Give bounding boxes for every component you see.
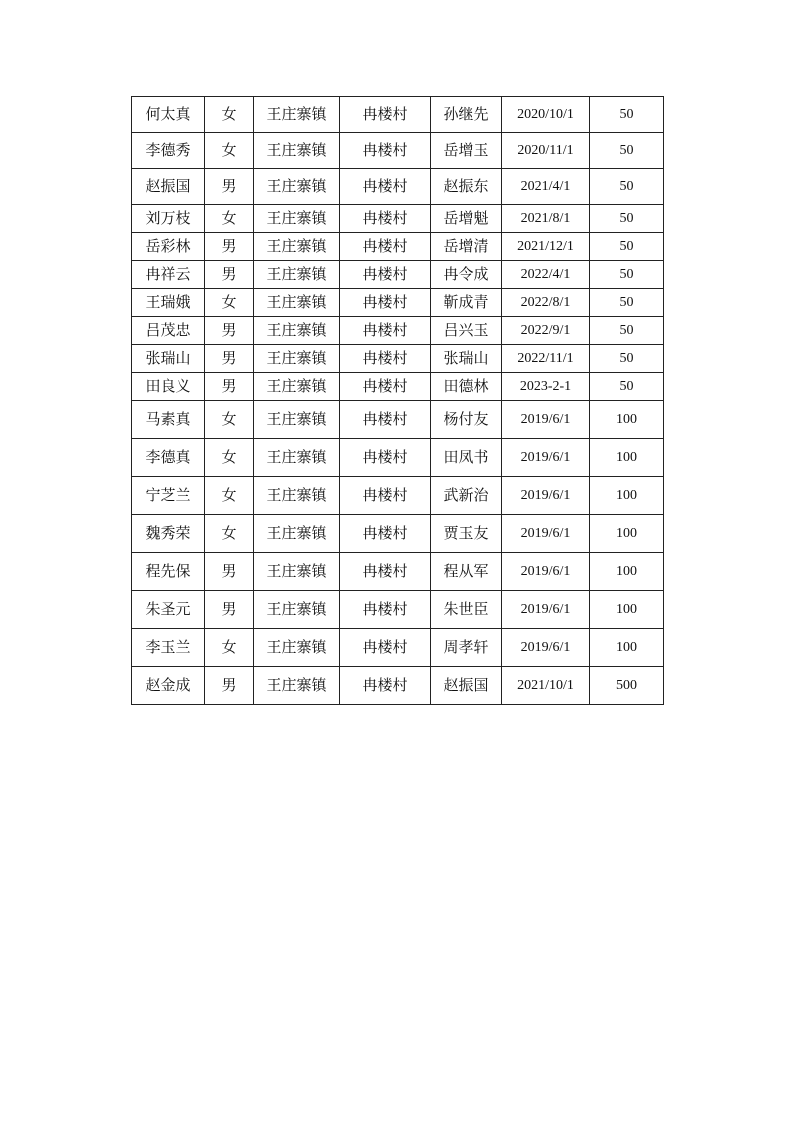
table-row: [132, 667, 664, 705]
gender-cell: 男: [205, 667, 254, 705]
table-row: [132, 477, 664, 515]
table-row: [132, 629, 664, 667]
name-cell: 刘万枝: [132, 205, 205, 233]
name-cell: 马素真: [132, 401, 205, 439]
village-cell: 冉楼村: [340, 439, 431, 477]
gender-cell: 男: [205, 169, 254, 205]
gender-cell: 女: [205, 629, 254, 667]
contact-cell: 冉令成: [431, 261, 502, 289]
contact-cell: 田德林: [431, 373, 502, 401]
name-cell: 赵金成: [132, 667, 205, 705]
table-row: [132, 233, 664, 261]
contact-cell: 朱世臣: [431, 591, 502, 629]
date-cell: 2022/4/1: [502, 261, 590, 289]
gender-cell: 女: [205, 477, 254, 515]
name-cell: 李德秀: [132, 133, 205, 169]
town-cell: 王庄寨镇: [254, 591, 340, 629]
amount-cell: 50: [590, 97, 664, 133]
amount-cell: 50: [590, 317, 664, 345]
date-cell: 2019/6/1: [502, 629, 590, 667]
town-cell: 王庄寨镇: [254, 439, 340, 477]
contact-cell: 赵振国: [431, 667, 502, 705]
date-cell: 2019/6/1: [502, 591, 590, 629]
table-row: [132, 205, 664, 233]
town-cell: 王庄寨镇: [254, 169, 340, 205]
name-cell: 宁芝兰: [132, 477, 205, 515]
amount-cell: 100: [590, 477, 664, 515]
village-cell: 冉楼村: [340, 401, 431, 439]
gender-cell: 女: [205, 515, 254, 553]
town-cell: 王庄寨镇: [254, 289, 340, 317]
name-cell: 李玉兰: [132, 629, 205, 667]
table-row: [132, 133, 664, 169]
amount-cell: 100: [590, 401, 664, 439]
table-row: [132, 317, 664, 345]
town-cell: 王庄寨镇: [254, 233, 340, 261]
town-cell: 王庄寨镇: [254, 97, 340, 133]
contact-cell: 贾玉友: [431, 515, 502, 553]
town-cell: 王庄寨镇: [254, 261, 340, 289]
table-row: [132, 373, 664, 401]
gender-cell: 男: [205, 345, 254, 373]
table-row: [132, 261, 664, 289]
contact-cell: 赵振东: [431, 169, 502, 205]
gender-cell: 女: [205, 133, 254, 169]
date-cell: 2023-2-1: [502, 373, 590, 401]
village-cell: 冉楼村: [340, 317, 431, 345]
name-cell: 吕茂忠: [132, 317, 205, 345]
town-cell: 王庄寨镇: [254, 477, 340, 515]
table-row: [132, 401, 664, 439]
amount-cell: 100: [590, 629, 664, 667]
date-cell: 2021/10/1: [502, 667, 590, 705]
date-cell: 2022/9/1: [502, 317, 590, 345]
date-cell: 2022/11/1: [502, 345, 590, 373]
town-cell: 王庄寨镇: [254, 553, 340, 591]
date-cell: 2022/8/1: [502, 289, 590, 317]
roster-table: [131, 96, 664, 705]
amount-cell: 50: [590, 169, 664, 205]
village-cell: 冉楼村: [340, 373, 431, 401]
town-cell: 王庄寨镇: [254, 515, 340, 553]
village-cell: 冉楼村: [340, 477, 431, 515]
name-cell: 冉祥云: [132, 261, 205, 289]
amount-cell: 50: [590, 233, 664, 261]
contact-cell: 孙继先: [431, 97, 502, 133]
amount-cell: 100: [590, 439, 664, 477]
village-cell: 冉楼村: [340, 345, 431, 373]
date-cell: 2019/6/1: [502, 477, 590, 515]
roster-table-body: [132, 97, 664, 705]
name-cell: 程先保: [132, 553, 205, 591]
village-cell: 冉楼村: [340, 261, 431, 289]
contact-cell: 周孝轩: [431, 629, 502, 667]
name-cell: 张瑞山: [132, 345, 205, 373]
table-row: [132, 169, 664, 205]
name-cell: 田良义: [132, 373, 205, 401]
name-cell: 李德真: [132, 439, 205, 477]
amount-cell: 100: [590, 591, 664, 629]
date-cell: 2021/4/1: [502, 169, 590, 205]
date-cell: 2021/8/1: [502, 205, 590, 233]
name-cell: 朱圣元: [132, 591, 205, 629]
gender-cell: 男: [205, 591, 254, 629]
town-cell: 王庄寨镇: [254, 667, 340, 705]
date-cell: 2019/6/1: [502, 439, 590, 477]
date-cell: 2019/6/1: [502, 553, 590, 591]
village-cell: 冉楼村: [340, 289, 431, 317]
amount-cell: 500: [590, 667, 664, 705]
amount-cell: 50: [590, 133, 664, 169]
date-cell: 2021/12/1: [502, 233, 590, 261]
table-row: [132, 345, 664, 373]
gender-cell: 男: [205, 553, 254, 591]
gender-cell: 女: [205, 205, 254, 233]
contact-cell: 张瑞山: [431, 345, 502, 373]
town-cell: 王庄寨镇: [254, 373, 340, 401]
contact-cell: 岳增清: [431, 233, 502, 261]
contact-cell: 田凤书: [431, 439, 502, 477]
village-cell: 冉楼村: [340, 169, 431, 205]
table-row: [132, 591, 664, 629]
contact-cell: 靳成青: [431, 289, 502, 317]
name-cell: 魏秀荣: [132, 515, 205, 553]
gender-cell: 女: [205, 289, 254, 317]
amount-cell: 50: [590, 345, 664, 373]
gender-cell: 女: [205, 439, 254, 477]
table-row: [132, 515, 664, 553]
name-cell: 岳彩林: [132, 233, 205, 261]
amount-cell: 100: [590, 553, 664, 591]
amount-cell: 50: [590, 289, 664, 317]
gender-cell: 男: [205, 233, 254, 261]
town-cell: 王庄寨镇: [254, 317, 340, 345]
contact-cell: 武新治: [431, 477, 502, 515]
gender-cell: 男: [205, 317, 254, 345]
table-row: [132, 553, 664, 591]
contact-cell: 岳增玉: [431, 133, 502, 169]
village-cell: 冉楼村: [340, 205, 431, 233]
village-cell: 冉楼村: [340, 233, 431, 261]
gender-cell: 女: [205, 97, 254, 133]
date-cell: 2019/6/1: [502, 515, 590, 553]
town-cell: 王庄寨镇: [254, 401, 340, 439]
town-cell: 王庄寨镇: [254, 205, 340, 233]
contact-cell: 杨付友: [431, 401, 502, 439]
town-cell: 王庄寨镇: [254, 133, 340, 169]
village-cell: 冉楼村: [340, 133, 431, 169]
date-cell: 2019/6/1: [502, 401, 590, 439]
village-cell: 冉楼村: [340, 97, 431, 133]
gender-cell: 男: [205, 261, 254, 289]
amount-cell: 50: [590, 261, 664, 289]
date-cell: 2020/11/1: [502, 133, 590, 169]
amount-cell: 100: [590, 515, 664, 553]
amount-cell: 50: [590, 205, 664, 233]
town-cell: 王庄寨镇: [254, 629, 340, 667]
gender-cell: 女: [205, 401, 254, 439]
contact-cell: 吕兴玉: [431, 317, 502, 345]
name-cell: 赵振国: [132, 169, 205, 205]
contact-cell: 程从军: [431, 553, 502, 591]
name-cell: 何太真: [132, 97, 205, 133]
contact-cell: 岳增魁: [431, 205, 502, 233]
table-row: [132, 97, 664, 133]
table-row: [132, 289, 664, 317]
village-cell: 冉楼村: [340, 591, 431, 629]
amount-cell: 50: [590, 373, 664, 401]
table-row: [132, 439, 664, 477]
village-cell: 冉楼村: [340, 667, 431, 705]
gender-cell: 男: [205, 373, 254, 401]
town-cell: 王庄寨镇: [254, 345, 340, 373]
name-cell: 王瑞娥: [132, 289, 205, 317]
village-cell: 冉楼村: [340, 629, 431, 667]
village-cell: 冉楼村: [340, 515, 431, 553]
village-cell: 冉楼村: [340, 553, 431, 591]
date-cell: 2020/10/1: [502, 97, 590, 133]
